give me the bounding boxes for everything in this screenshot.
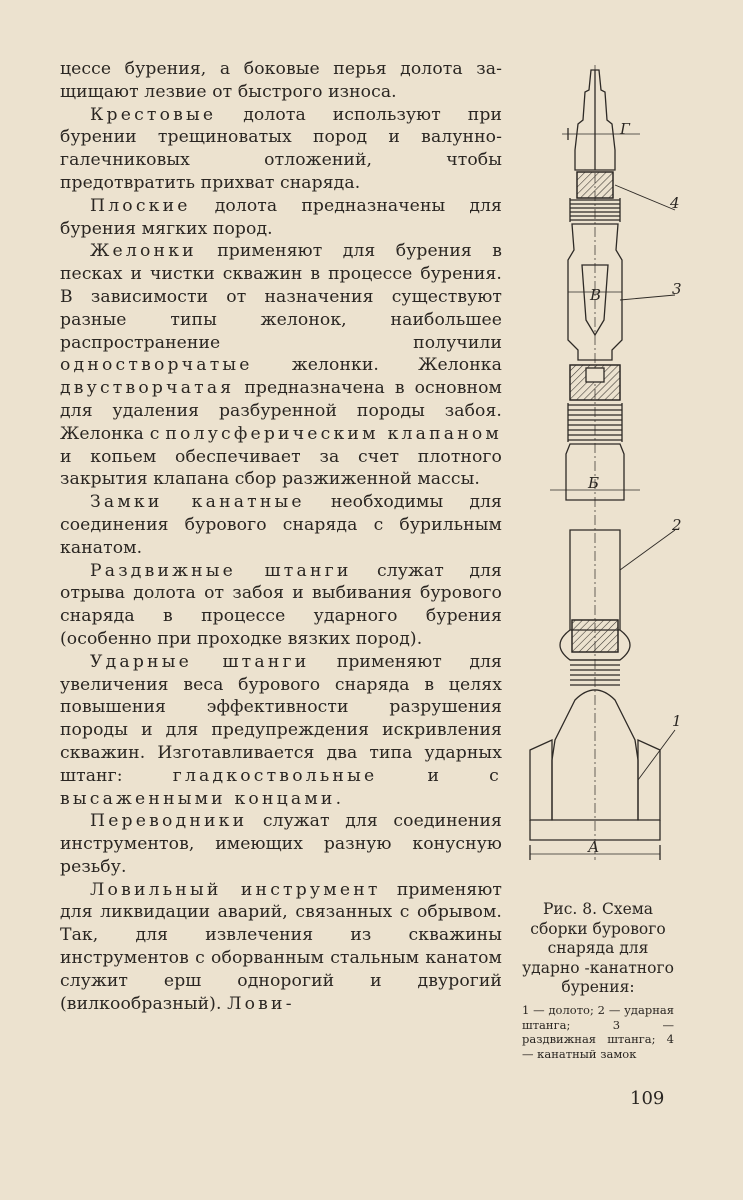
label-3: 3 xyxy=(672,280,682,298)
paragraph-text: служат для соединения инструментов, имеющих разную конусную резьбу. xyxy=(60,811,502,877)
paragraph-p4 xyxy=(60,240,502,491)
paragraph-text: Крестовые xyxy=(90,104,217,125)
paragraph-p1 xyxy=(60,58,502,104)
paragraph-text: Ловильный инструмент xyxy=(90,879,381,900)
text-column xyxy=(60,58,502,1015)
paragraph-text: Лови- xyxy=(227,993,295,1014)
paragraph-text: и копьем обеспечивает за счет плотного закрытия клапана сбор разжиженной массы. xyxy=(60,446,502,490)
label-1: 1 xyxy=(672,712,682,730)
paragraph-p9 xyxy=(60,879,502,1016)
paragraph-p7 xyxy=(60,651,502,811)
paragraph-text: с высаженными концами xyxy=(60,765,502,809)
paragraph-text: Желонки xyxy=(90,241,197,262)
paragraph-p3 xyxy=(60,195,502,241)
paragraph-p8 xyxy=(60,810,502,878)
paragraph-text: гладкоствольные xyxy=(172,765,378,786)
paragraph-text: долота используют при бурении трещиноватых пород и валунно-галечниковых отложений, чтобы предотвратить прихват снаряда. xyxy=(60,104,502,193)
paragraph-text: и xyxy=(377,765,490,786)
figure-legend: 1 — долото; 2 — ударная штанга; 3 — раздвижная штанга; 4 — канатный замок xyxy=(522,1003,674,1061)
dim-a-label: А xyxy=(588,838,600,856)
paragraph-text: Переводники xyxy=(90,811,248,832)
paragraph-text: применяют для бурения в песках и чистки скважин в процессе бурения. В зависимости от назначения существуют разные типы желонок, наибольшее распространение получили xyxy=(60,241,502,353)
paragraph-text: полусферическим клапаном xyxy=(165,423,502,444)
paragraph-text: предназначена в основном для удаления разбуренной породы забоя. Желонка с xyxy=(60,378,502,444)
drill-assembly-figure xyxy=(520,60,720,870)
paragraph-text: одностворчатые xyxy=(60,355,253,376)
dim-b-label: Б xyxy=(588,474,600,492)
paragraph-text: двустворчатая xyxy=(60,378,235,399)
paragraph-text: применяют для ликвидации аварий, связанных с обрывом. Так, для извлечения из скважины инструментов с оборванным стальным канатом служит ерш однорогий и двурогий (вилкообразный). xyxy=(60,879,502,1014)
paragraph-text: применяют для увеличения веса бурового снаряда в целях повышения эффективности разрушения породы и для предупреждения искривления скважин. Изготавливается два типа ударных штанг: xyxy=(60,651,502,786)
page-number: 109 xyxy=(630,1088,665,1109)
label-2: 2 xyxy=(672,516,682,534)
paragraph-text: . xyxy=(335,788,342,809)
paragraph-text: желонки. Желонка xyxy=(252,355,502,376)
label-4: 4 xyxy=(670,194,680,212)
paragraph-p6 xyxy=(60,560,502,651)
paragraph-p2 xyxy=(60,104,502,195)
dim-g-label: Г xyxy=(620,120,630,138)
paragraph-text: Замки канатные xyxy=(90,492,305,513)
paragraph-text: цессе бурения, а боковые перья долота за-щищают лезвие от быстрого износа. xyxy=(60,59,502,102)
paragraph-text: Раздвижные штанги xyxy=(90,560,352,581)
dim-v-label: В xyxy=(590,286,602,304)
paragraph-text: необходимы для соединения бурового снаряда с бурильным канатом. xyxy=(60,492,502,558)
paragraph-text: Плоские xyxy=(90,195,191,216)
paragraph-text: служат для отрыва долота от забоя и выбивания бурового снаряда в процессе ударного бурения (особенно при проходке вязких пород). xyxy=(60,560,502,649)
paragraph-p5 xyxy=(60,491,502,559)
paragraph-text: долота предназначены для бурения мягких пород. xyxy=(60,195,502,239)
paragraph-text: Ударные штанги xyxy=(90,651,310,672)
figure-caption: Рис. 8. Схема сборки бурового снаряда для ударно -канатного бурения: xyxy=(522,900,674,996)
